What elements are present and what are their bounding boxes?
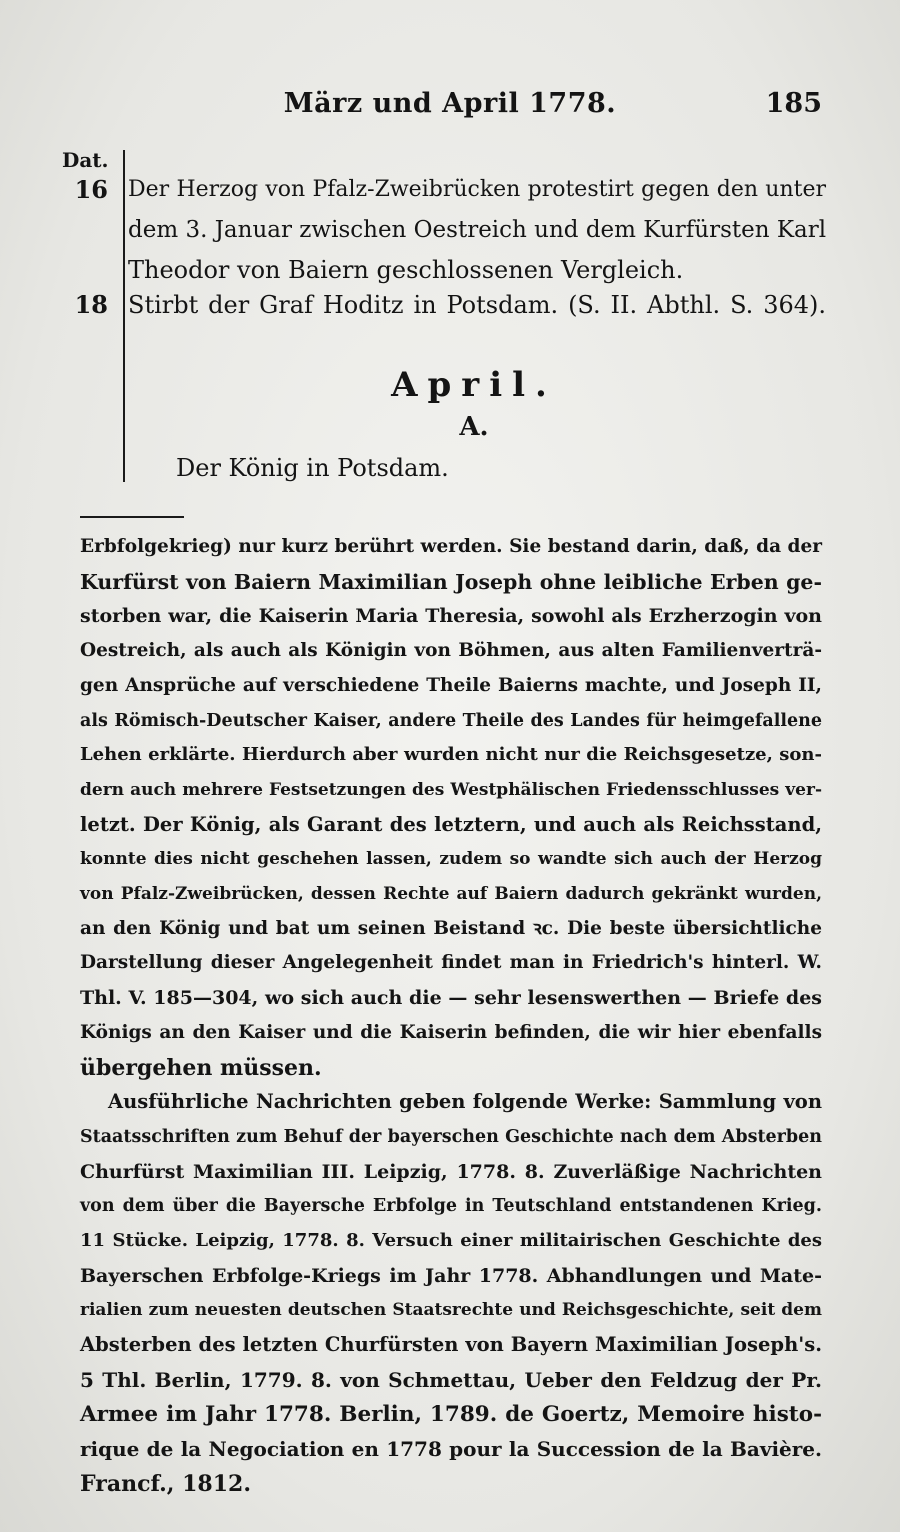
text-line: Ausführliche Nachrichten geben folgende Werke: Sammlung von xyxy=(108,1090,822,1114)
text-line: Königs an den Kaiser und die Kaiserin befinden, die wir hier ebenfalls xyxy=(80,1021,822,1043)
footnote-rule xyxy=(80,516,184,518)
footnote-paragraph-1 xyxy=(80,530,822,1085)
text-line: konnte dies nicht geschehen lassen, zudem so wandte sich auch der Herzog xyxy=(80,849,822,870)
text-line: Armee im Jahr 1778. Berlin, 1789. de Goertz, Memoire histo- xyxy=(80,1401,822,1427)
text-line: an den König und bat um seinen Beistand ꝛc. Die beste übersichtliche xyxy=(80,917,822,939)
text-line: rialien zum neuesten deutschen Staatsrechte und Reichsgeschichte, seit dem xyxy=(80,1300,822,1321)
text-line: Bayerschen Erbfolge-Kriegs im Jahr 1778. Abhandlungen und Mate- xyxy=(80,1264,822,1287)
text-line: Staatsschriften zum Behuf der bayerschen Geschichte nach dem Absterben xyxy=(80,1126,822,1147)
entry-day: 16 xyxy=(74,175,108,204)
section-title: April. xyxy=(391,365,557,405)
text-line: Lehen erklärte. Hierdurch aber wurden nicht nur die Reichsgesetze, son- xyxy=(80,744,822,766)
subsection-letter: A. xyxy=(459,412,489,442)
footnote-body xyxy=(80,530,822,1502)
footnote-paragraph-2 xyxy=(80,1085,822,1501)
date-column-label: Dat. xyxy=(62,148,109,172)
entry-line: Der Herzog von Pfalz-Zweibrücken protestirt gegen den unter xyxy=(128,177,826,202)
text-line: Erbfolgekrieg) nur kurz berührt werden. Sie bestand darin, daß, da der xyxy=(80,536,822,557)
text-line: Thl. V. 185—304, wo sich auch die — sehr lesenswerthen — Briefe des xyxy=(80,987,822,1010)
running-title: März und April 1778. xyxy=(283,88,617,119)
subheading: Der König in Potsdam. xyxy=(176,454,449,482)
text-line: übergehen müssen. xyxy=(80,1054,322,1081)
text-line: letzt. Der König, als Garant des letztern, und auch als Reichsstand, xyxy=(80,812,822,836)
entry-day: 18 xyxy=(74,290,108,319)
entry-line: dem 3. Januar zwischen Oestreich und dem Kurfürsten Karl xyxy=(128,217,827,243)
text-line: Oestreich, als auch als Königin von Böhmen, aus alten Familienverträ- xyxy=(80,640,822,662)
text-line: Kurfürst von Baiern Maximilian Joseph ohne leibliche Erben ge- xyxy=(80,569,822,594)
text-line: als Römisch-Deutscher Kaiser, andere Theile des Landes für heimgefallene xyxy=(80,710,822,731)
text-line: Absterben des letzten Churfürsten von Bayern Maximilian Joseph's. xyxy=(80,1333,822,1357)
entry-line: Stirbt der Graf Hoditz in Potsdam. (S. II. Abthl. S. 364). xyxy=(128,291,826,319)
entry-text xyxy=(128,285,826,325)
running-head xyxy=(78,88,822,128)
text-line: storben war, die Kaiserin Maria Theresia, sowohl als Erzherzogin von xyxy=(80,605,822,628)
text-line: von Pfalz-Zweibrücken, dessen Rechte auf Baiern dadurch gekränkt wurden, xyxy=(80,884,822,905)
text-line: 5 Thl. Berlin, 1779. 8. von Schmettau, Ueber den Feldzug der Pr. xyxy=(80,1367,822,1392)
text-line: rique de la Negociation en 1778 pour la Succession de la Bavière. xyxy=(80,1437,822,1462)
text-line: 11 Stücke. Leipzig, 1778. 8. Versuch einer militairischen Geschichte des xyxy=(80,1230,822,1252)
text-line: gen Ansprüche auf verschiedene Theile Baierns machte, und Joseph II, xyxy=(80,674,822,696)
page-number: 185 xyxy=(765,88,822,119)
text-line: von dem über die Bayersche Erbfolge in Teutschland entstandenen Krieg. xyxy=(80,1196,822,1217)
entry-line: Theodor von Baiern geschlossenen Vergleich. xyxy=(128,256,684,284)
text-line: Francf., 1812. xyxy=(80,1470,252,1497)
text-line: Darstellung dieser Angelegenheit findet man in Friedrich's hinterl. W. xyxy=(80,952,822,974)
text-line: Churfürst Maximilian III. Leipzig, 1778. 8. Zuverläßige Nachrichten xyxy=(80,1160,822,1183)
text-line: dern auch mehrere Festsetzungen des Westphälischen Friedensschlusses ver- xyxy=(80,779,822,800)
entry-text xyxy=(128,170,826,290)
